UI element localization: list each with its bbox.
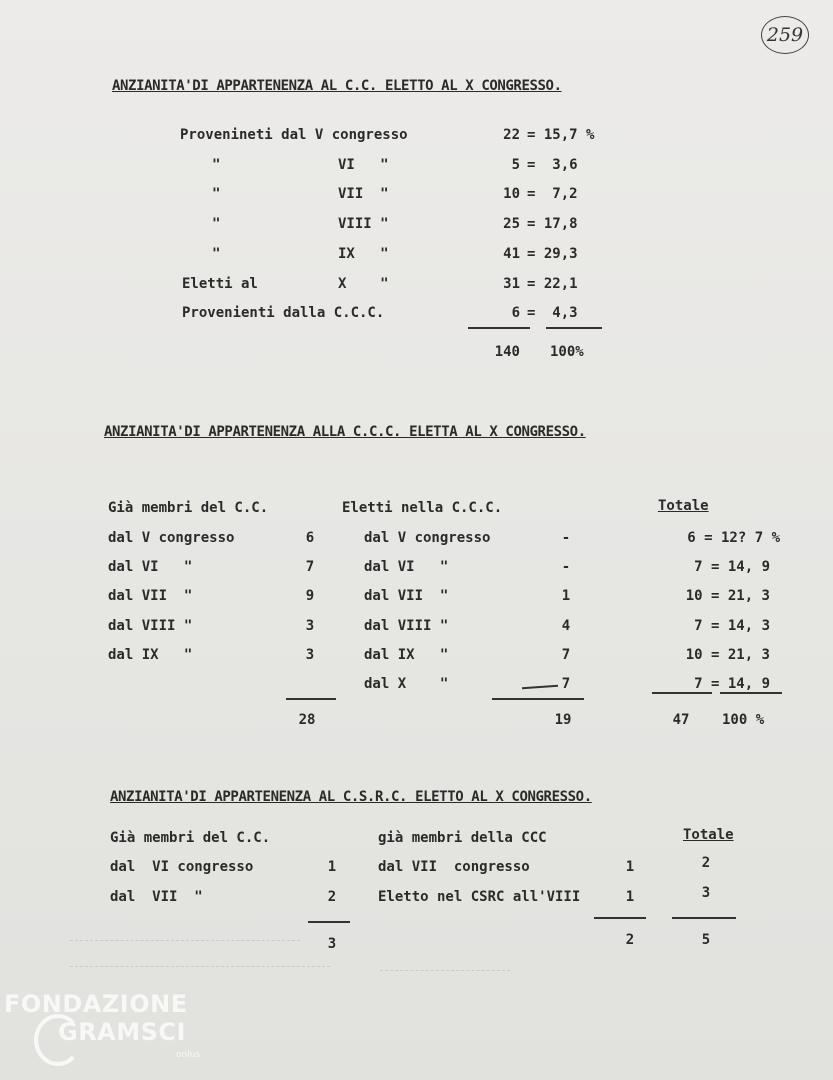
section2-title: ANZIANITA'DI APPARTENENZA ALLA C.C.C. ELETTA AL X CONGRESSO. [104,424,586,440]
section2-mid-value: - [561,559,571,575]
section2-col1-header: Già membri del C.C. [108,500,269,516]
section1-row-pct: = 29,3 [527,246,578,262]
section1-row-label: " [212,216,221,232]
section3-mid-value: 1 [625,889,635,905]
total-rule [594,917,646,919]
section2-left-total: 28 [298,712,316,728]
section2-left-value: 6 [305,530,315,546]
total-rule [672,917,736,919]
section2-left-label: dal VII " [108,588,193,604]
total-rule [546,327,602,329]
section3-grand-total: 5 [701,932,711,948]
section2-total-value: 10 = 21, 3 [685,647,770,663]
section1-title: ANZIANITA'DI APPARTENENZA AL C.C. ELETTO AL X CONGRESSO. [112,78,562,94]
section2-grand-pct: 100 % [722,712,765,728]
section1-row-pct: = 22,1 [527,276,578,292]
fondazione-gramsci-watermark [4,990,214,1070]
section1-row-label: Eletti al [182,276,258,292]
section1-row-pct: = 17,8 [527,216,578,232]
page-number: 259 [761,16,809,54]
section1-row-count: 25 [503,216,520,232]
section3-mid-label: dal VII congresso [378,859,530,875]
section3-left-label: dal VI congresso [110,859,254,875]
watermark-line2: GRAMSCI [58,1018,186,1046]
section1-row-count: 22 [503,127,520,143]
section3-col2-header: già membri della CCC [378,830,547,846]
bleed-through-line [70,940,300,941]
section2-total-value: 7 = 14, 3 [694,618,770,634]
section1-row-count: 6 [511,305,520,321]
section1-row-label: " [212,186,221,202]
total-rule [468,327,530,329]
section2-mid-total: 19 [554,712,572,728]
section1-total-count: 140 [494,344,520,360]
section2-left-value: 9 [305,588,315,604]
section2-left-label: dal VIII " [108,618,193,634]
section2-mid-label: dal X " [364,676,449,692]
section1-row-label: " [212,157,221,173]
section2-total-value: 6 = 12? 7 % [687,530,780,546]
section1-row-count: 5 [511,157,520,173]
section2-mid-value: 7 [561,647,571,663]
section2-grand-total: 47 [672,712,690,728]
section1-row-mark: VI " [338,157,389,173]
section1-row-label: Provenienti dalla C.C.C. [182,305,385,321]
section3-left-value: 2 [327,889,337,905]
section3-total-value: 3 [701,885,711,901]
section1-row-pct: = 7,2 [527,186,578,202]
section2-mid-value: - [561,530,571,546]
section3-mid-total: 2 [625,932,635,948]
section1-row-count: 31 [503,276,520,292]
section2-left-label: dal VI " [108,559,193,575]
section1-row-pct: = 3,6 [527,157,578,173]
section2-mid-value: 4 [561,618,571,634]
section2-mid-label: dal VI " [364,559,449,575]
bleed-through-line [70,966,330,967]
section1-row-pct: = 15,7 % [527,127,595,143]
section1-row-count: 10 [503,186,520,202]
section2-total-value: 7 = 14, 9 [694,676,770,692]
section1-row-label: " [212,246,221,262]
section3-title: ANZIANITA'DI APPARTENENZA AL C.S.R.C. ELETTO AL X CONGRESSO. [110,789,592,805]
section2-left-label: dal IX " [108,647,193,663]
watermark-line3: onlus [176,1050,201,1060]
section3-col1-header: Già membri del C.C. [110,830,271,846]
section3-left-label: dal VII " [110,889,203,905]
total-rule [308,921,350,923]
section1-row-label: Provenineti dal V congresso [180,127,408,143]
section3-col3-header: Totale [683,827,734,843]
section1-row-mark: X " [338,276,389,292]
section2-mid-value: 1 [561,588,571,604]
section2-mid-label: dal V congresso [364,530,491,546]
section2-mid-label: dal IX " [364,647,449,663]
watermark-line1: FONDAZIONE [4,990,188,1018]
section2-col3-header: Totale [658,498,709,514]
total-rule [492,698,584,700]
section1-total-pct: 100% [550,344,584,360]
total-rule [286,698,336,700]
section2-mid-value: 7 [561,676,571,692]
section1-row-count: 41 [503,246,520,262]
section3-mid-value: 1 [625,859,635,875]
section1-row-mark: IX " [338,246,389,262]
section2-left-value: 3 [305,618,315,634]
section2-total-value: 10 = 21, 3 [685,588,770,604]
section3-left-total: 3 [327,936,337,952]
section2-left-value: 3 [305,647,315,663]
bleed-through-line [380,970,510,971]
total-rule [652,692,712,694]
section2-mid-label: dal VIII " [364,618,449,634]
section2-mid-label: dal VII " [364,588,449,604]
section1-row-pct: = 4,3 [527,305,578,321]
section3-left-value: 1 [327,859,337,875]
section3-total-value: 2 [701,855,711,871]
section2-left-value: 7 [305,559,315,575]
section2-left-label: dal V congresso [108,530,235,546]
section2-total-value: 7 = 14, 9 [694,559,770,575]
section1-row-mark: VII " [338,186,389,202]
total-rule [720,692,782,694]
section3-mid-label: Eletto nel CSRC all'VIII [378,889,581,905]
section2-col2-header: Eletti nella C.C.C. [342,500,503,516]
section1-row-mark: VIII " [338,216,389,232]
